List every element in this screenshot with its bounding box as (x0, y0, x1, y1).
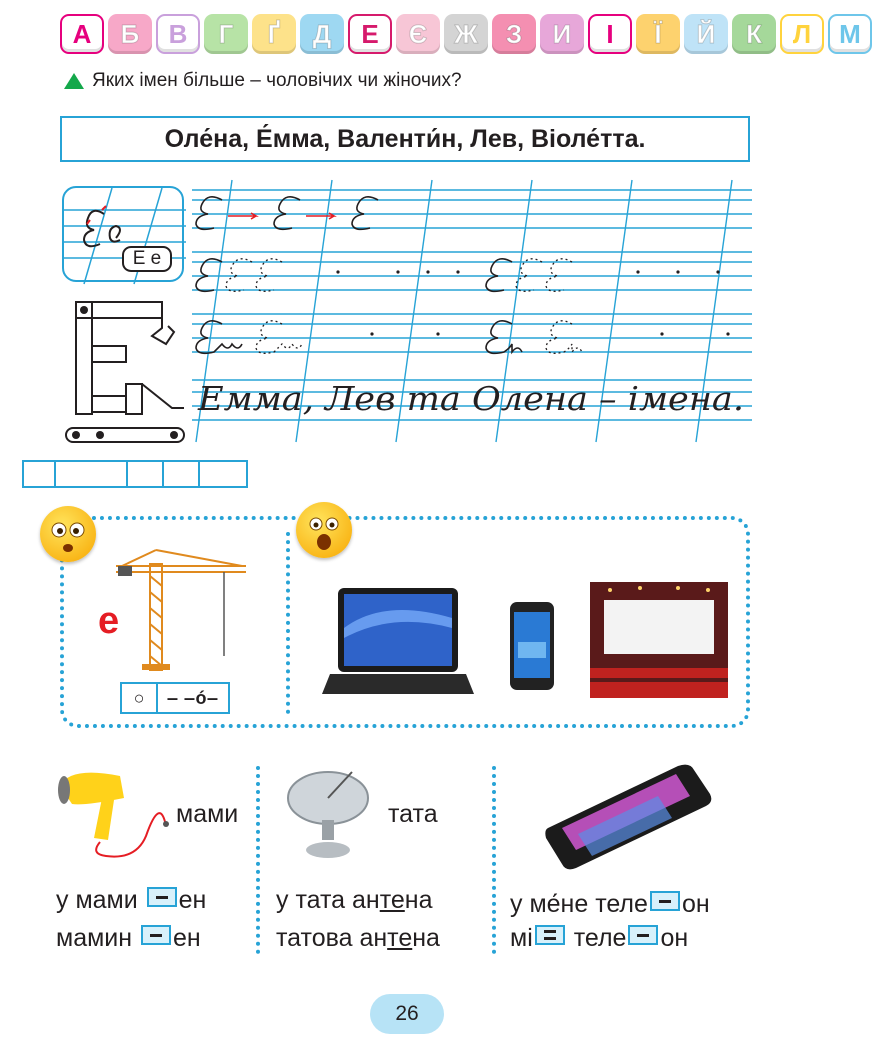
phrase-1-2: мамин ен (56, 924, 201, 952)
question-text: Яких імен більше – чоловічих чи жіночих? (92, 70, 462, 91)
surprised-emoji-icon (296, 502, 352, 558)
alphabet-tile: Ї (636, 14, 680, 54)
phrase-2-1: у тата антена (276, 886, 433, 914)
letter-badge: Е е (122, 246, 172, 272)
names-text: Оле́на, Е́мма, Валенти́н, Лев, Віоле́тта. (164, 124, 646, 153)
alphabet-tile: Й (684, 14, 728, 54)
crane-letter-drawing (62, 294, 190, 448)
alphabet-tile: М (828, 14, 872, 54)
sound-box-double[interactable] (535, 925, 565, 945)
names-box (60, 116, 750, 162)
scheme-dashes: ‒ ‒ó‒ (167, 687, 219, 708)
alphabet-tile: Л (780, 14, 824, 54)
hair-dryer-image (56, 762, 176, 862)
cell (54, 460, 128, 488)
scheme-circle: ○ (122, 684, 158, 712)
word-mamy: мами (176, 800, 239, 828)
sound-box[interactable] (147, 887, 177, 907)
sound-scheme (120, 682, 230, 714)
cell (198, 460, 248, 488)
cinema-hall-image (590, 582, 728, 698)
smartphone-image (510, 602, 554, 690)
alphabet-tile: А (60, 14, 104, 54)
triangle-icon (64, 73, 84, 89)
smartphone-photo-image (538, 762, 714, 862)
alphabet-strip (60, 14, 872, 54)
cursive-sentence: Емма, Лев та Олена – імена. (196, 379, 744, 418)
writing-lines (192, 180, 752, 442)
sound-box[interactable] (141, 925, 171, 945)
red-letter-e: е (98, 600, 120, 642)
letter-card (62, 186, 184, 282)
sound-box[interactable] (628, 925, 658, 945)
activity-divider (286, 532, 290, 714)
column-divider (492, 766, 496, 954)
tower-crane-image (112, 546, 250, 672)
satellite-dish-image (282, 764, 374, 864)
column-divider (256, 766, 260, 954)
thinking-emoji-icon (40, 506, 96, 562)
alphabet-tile: Б (108, 14, 152, 54)
alphabet-tile: І (588, 14, 632, 54)
alphabet-tile: И (540, 14, 584, 54)
alphabet-tile: Г (204, 14, 248, 54)
cell (22, 460, 56, 488)
laptop-image (322, 588, 474, 698)
phrase-3-2: мі теле он (510, 924, 689, 952)
page-number: 26 (370, 994, 444, 1034)
alphabet-tile: Є (396, 14, 440, 54)
sound-box[interactable] (650, 891, 680, 911)
phrase-2-2: татова антена (276, 924, 440, 952)
cell (162, 460, 200, 488)
alphabet-tile: В (156, 14, 200, 54)
word-tata: тата (388, 800, 438, 828)
alphabet-tile: К (732, 14, 776, 54)
alphabet-tile: Ґ (252, 14, 296, 54)
cell (126, 460, 164, 488)
letter-cells (24, 460, 248, 488)
alphabet-tile: Ж (444, 14, 488, 54)
question (64, 70, 462, 92)
phrase-1-1: у мами ен (56, 886, 207, 914)
phrase-3-1: у ме́не теле он (510, 890, 710, 918)
alphabet-tile: Е (348, 14, 392, 54)
alphabet-tile: Д (300, 14, 344, 54)
alphabet-tile: З (492, 14, 536, 54)
